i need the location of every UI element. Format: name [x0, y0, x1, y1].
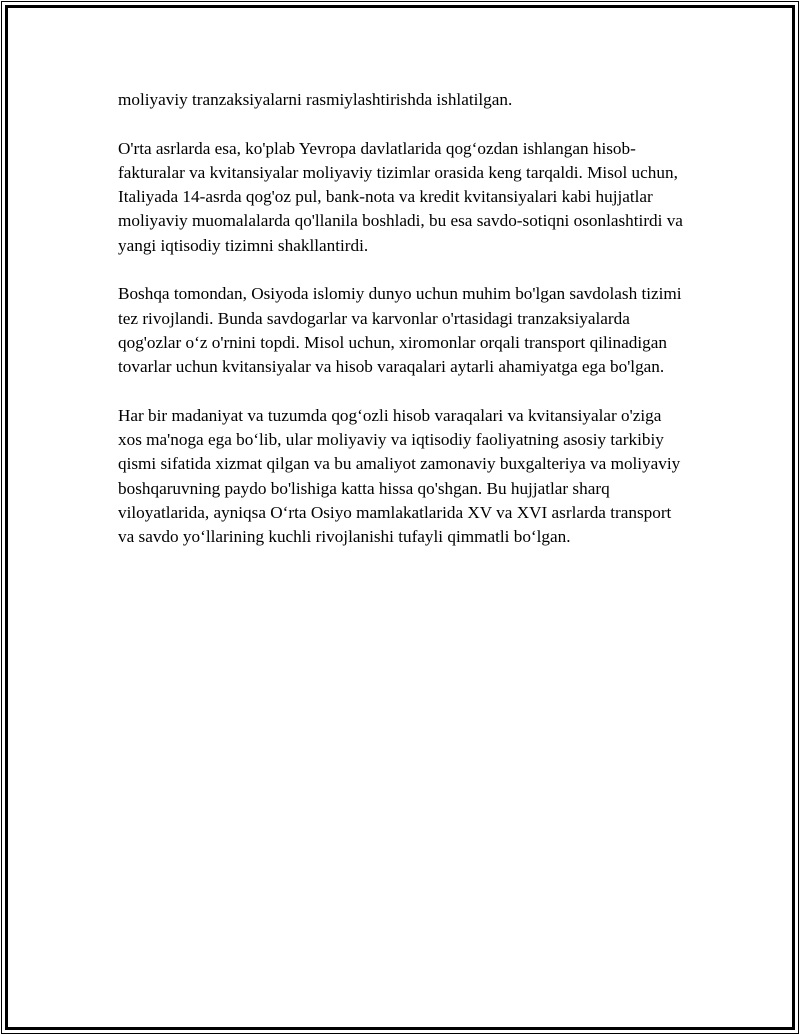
- document-body: [118, 88, 688, 574]
- paragraph-3: Boshqa tomondan, Osiyoda islomiy dunyo uchun muhim bo'lgan savdolash tizimi tez rivojlandi. Bunda savdogarlar va karvonlar o'rtasidagi tranzaksiyalarda qog'ozlar o‘z o'rnini topdi. Misol uchun, xiromonlar orqali transport qilinadigan tovarlar uchun kvitansiyalar va hisob varaqalari aytarli ahamiyatga ega bo'lgan.: [118, 284, 682, 377]
- paragraph-4: Har bir madaniyat va tuzumda qog‘ozli hisob varaqalari va kvitansiyalar o'ziga xos ma'noga ega bo‘lib, ular moliyaviy va iqtisodiy faoliyatning asosiy tarkibiy qismi sifatida xizmat qilgan va bu amaliyot zamonaviy buxgalteriya va moliyaviy boshqaruvning paydo bo'lishiga katta hissa qo'shgan. Bu hujjatlar sharq viloyatlarida, ayniqsa O‘rta Osiyo mamlakatlarida XV va XVI asrlarda transport va savdo yo‘llarining kuchli rivojlanishi tufayli qimmatli bo‘lgan.: [118, 405, 681, 547]
- paragraph-2: O'rta asrlarda esa, ko'plab Yevropa davlatlarida qog‘ozdan ishlangan hisob-fakturalar va kvitansiyalar moliyaviy tizimlar orasida keng tarqaldi. Misol uchun, Italiyada 14-asrda qog'oz pul, bank-nota va kredit kvitansiyalari kabi hujjatlar moliyaviy muomalalarda qo'llanila boshladi, bu esa savdo-sotiqni osonlashtirdi va yangi iqtisodiy tizimni shakllantirdi.: [118, 138, 683, 255]
- paragraph-1: moliyaviy tranzaksiyalarni rasmiylashtirishda ishlatilgan.: [118, 90, 513, 109]
